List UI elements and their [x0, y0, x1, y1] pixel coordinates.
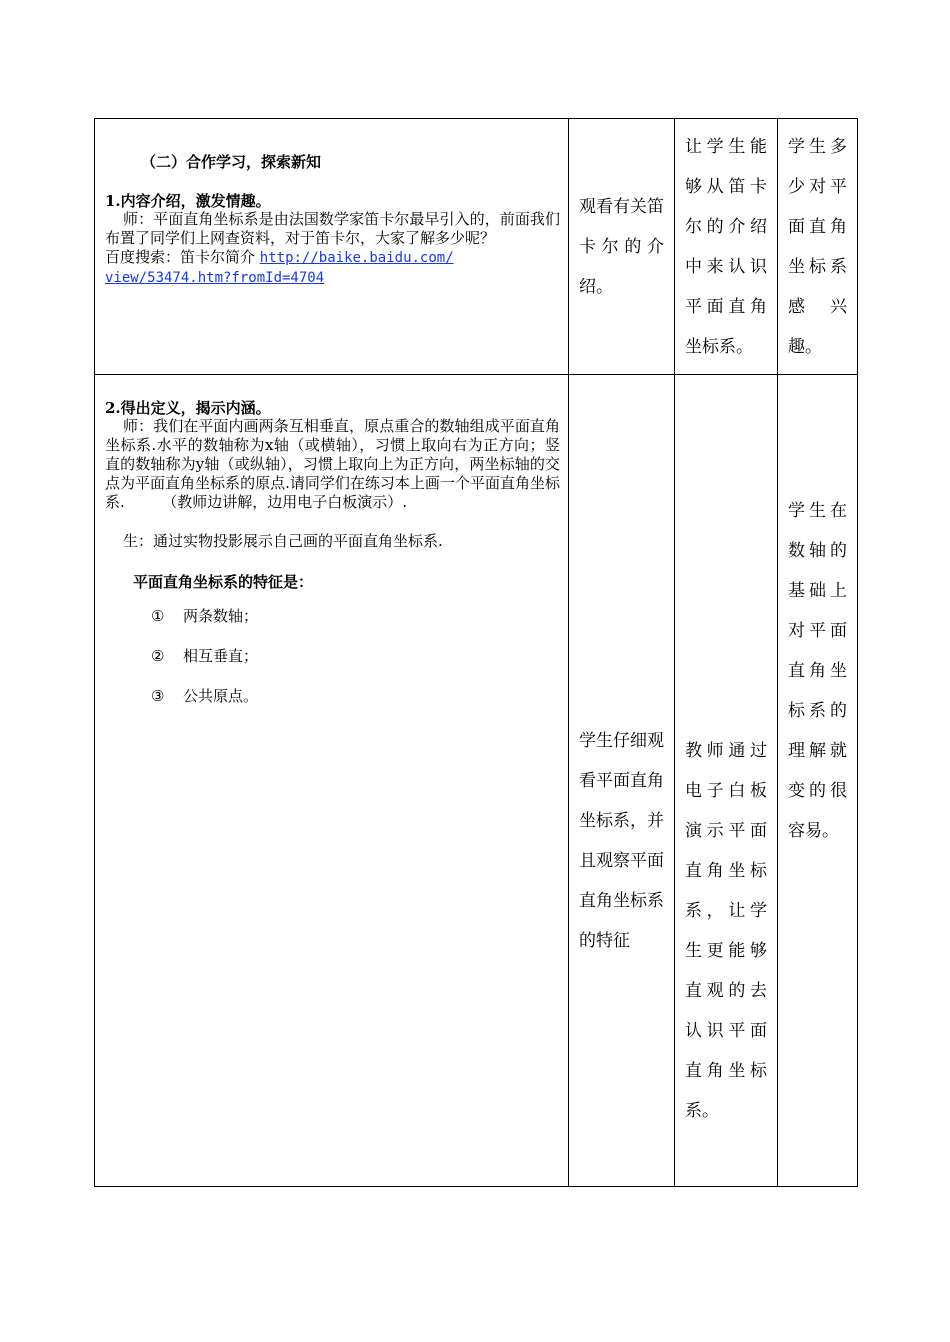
- step-heading: 2.得出定义，揭示内涵。: [105, 399, 271, 417]
- lesson-plan-table: [94, 118, 858, 1187]
- step-heading: 1.内容介绍，激发情趣。: [105, 192, 271, 210]
- search-line: [105, 248, 560, 288]
- search-label: 百度搜索：笛卡尔简介: [105, 248, 260, 266]
- design-intent-cell: 让学生能够从笛卡尔的介绍中来认识平面直角坐标系。: [675, 119, 778, 375]
- section-title: （二）合作学习，探索新知: [141, 153, 322, 171]
- baidu-link[interactable]: http://baike.baidu.com/ view/53474.htm?fromId=4704: [105, 250, 454, 286]
- features-list: [151, 606, 560, 706]
- list-item: ③ 公共原点。: [151, 687, 259, 705]
- effect-cell: 学生多少对平面直角坐标系感兴趣。: [778, 119, 858, 375]
- teaching-content-cell: [95, 119, 569, 375]
- design-intent-cell: 教师通过电子白板演示平面直角坐标系，让学生更能够直观的去认识平面直角坐标系。: [675, 375, 778, 1187]
- table-row: [95, 119, 858, 375]
- list-item: ① 两条数轴；: [151, 607, 259, 625]
- student-text: 生：通过实物投影展示自己画的平面直角坐标系.: [123, 532, 443, 550]
- student-activity-cell: 观看有关笛卡尔的介绍。: [569, 119, 675, 375]
- table-row: [95, 375, 858, 1187]
- teacher-text: 师：平面直角坐标系是由法国数学家笛卡尔最早引入的，前面我们布置了同学们上网查资料，对于笛卡尔，大家了解多少呢？: [105, 210, 560, 247]
- teacher-text: 师：我们在平面内画两条互相垂直，原点重合的数轴组成平面直角坐标系.水平的数轴称为x轴（或横轴），习惯上取向右为正方向；竖直的数轴称为y轴（或纵轴），习惯上取向上为正方向，两坐标轴的交点为平面直角坐标系的原点.请同学们在练习本上画一个平面直角坐标系. （教师边讲解，边用电子白板演示）.: [105, 417, 560, 511]
- features-title: 平面直角坐标系的特征是：: [133, 573, 314, 591]
- teaching-content-cell: [95, 375, 569, 1187]
- student-activity-cell: 学生仔细观看平面直角坐标系，并且观察平面直角坐标系的特征: [569, 375, 675, 1187]
- list-item: ② 相互垂直；: [151, 647, 259, 665]
- effect-cell: 学生在数轴的基础上对平面直角坐标系的理解就变的很容易。: [778, 375, 858, 1187]
